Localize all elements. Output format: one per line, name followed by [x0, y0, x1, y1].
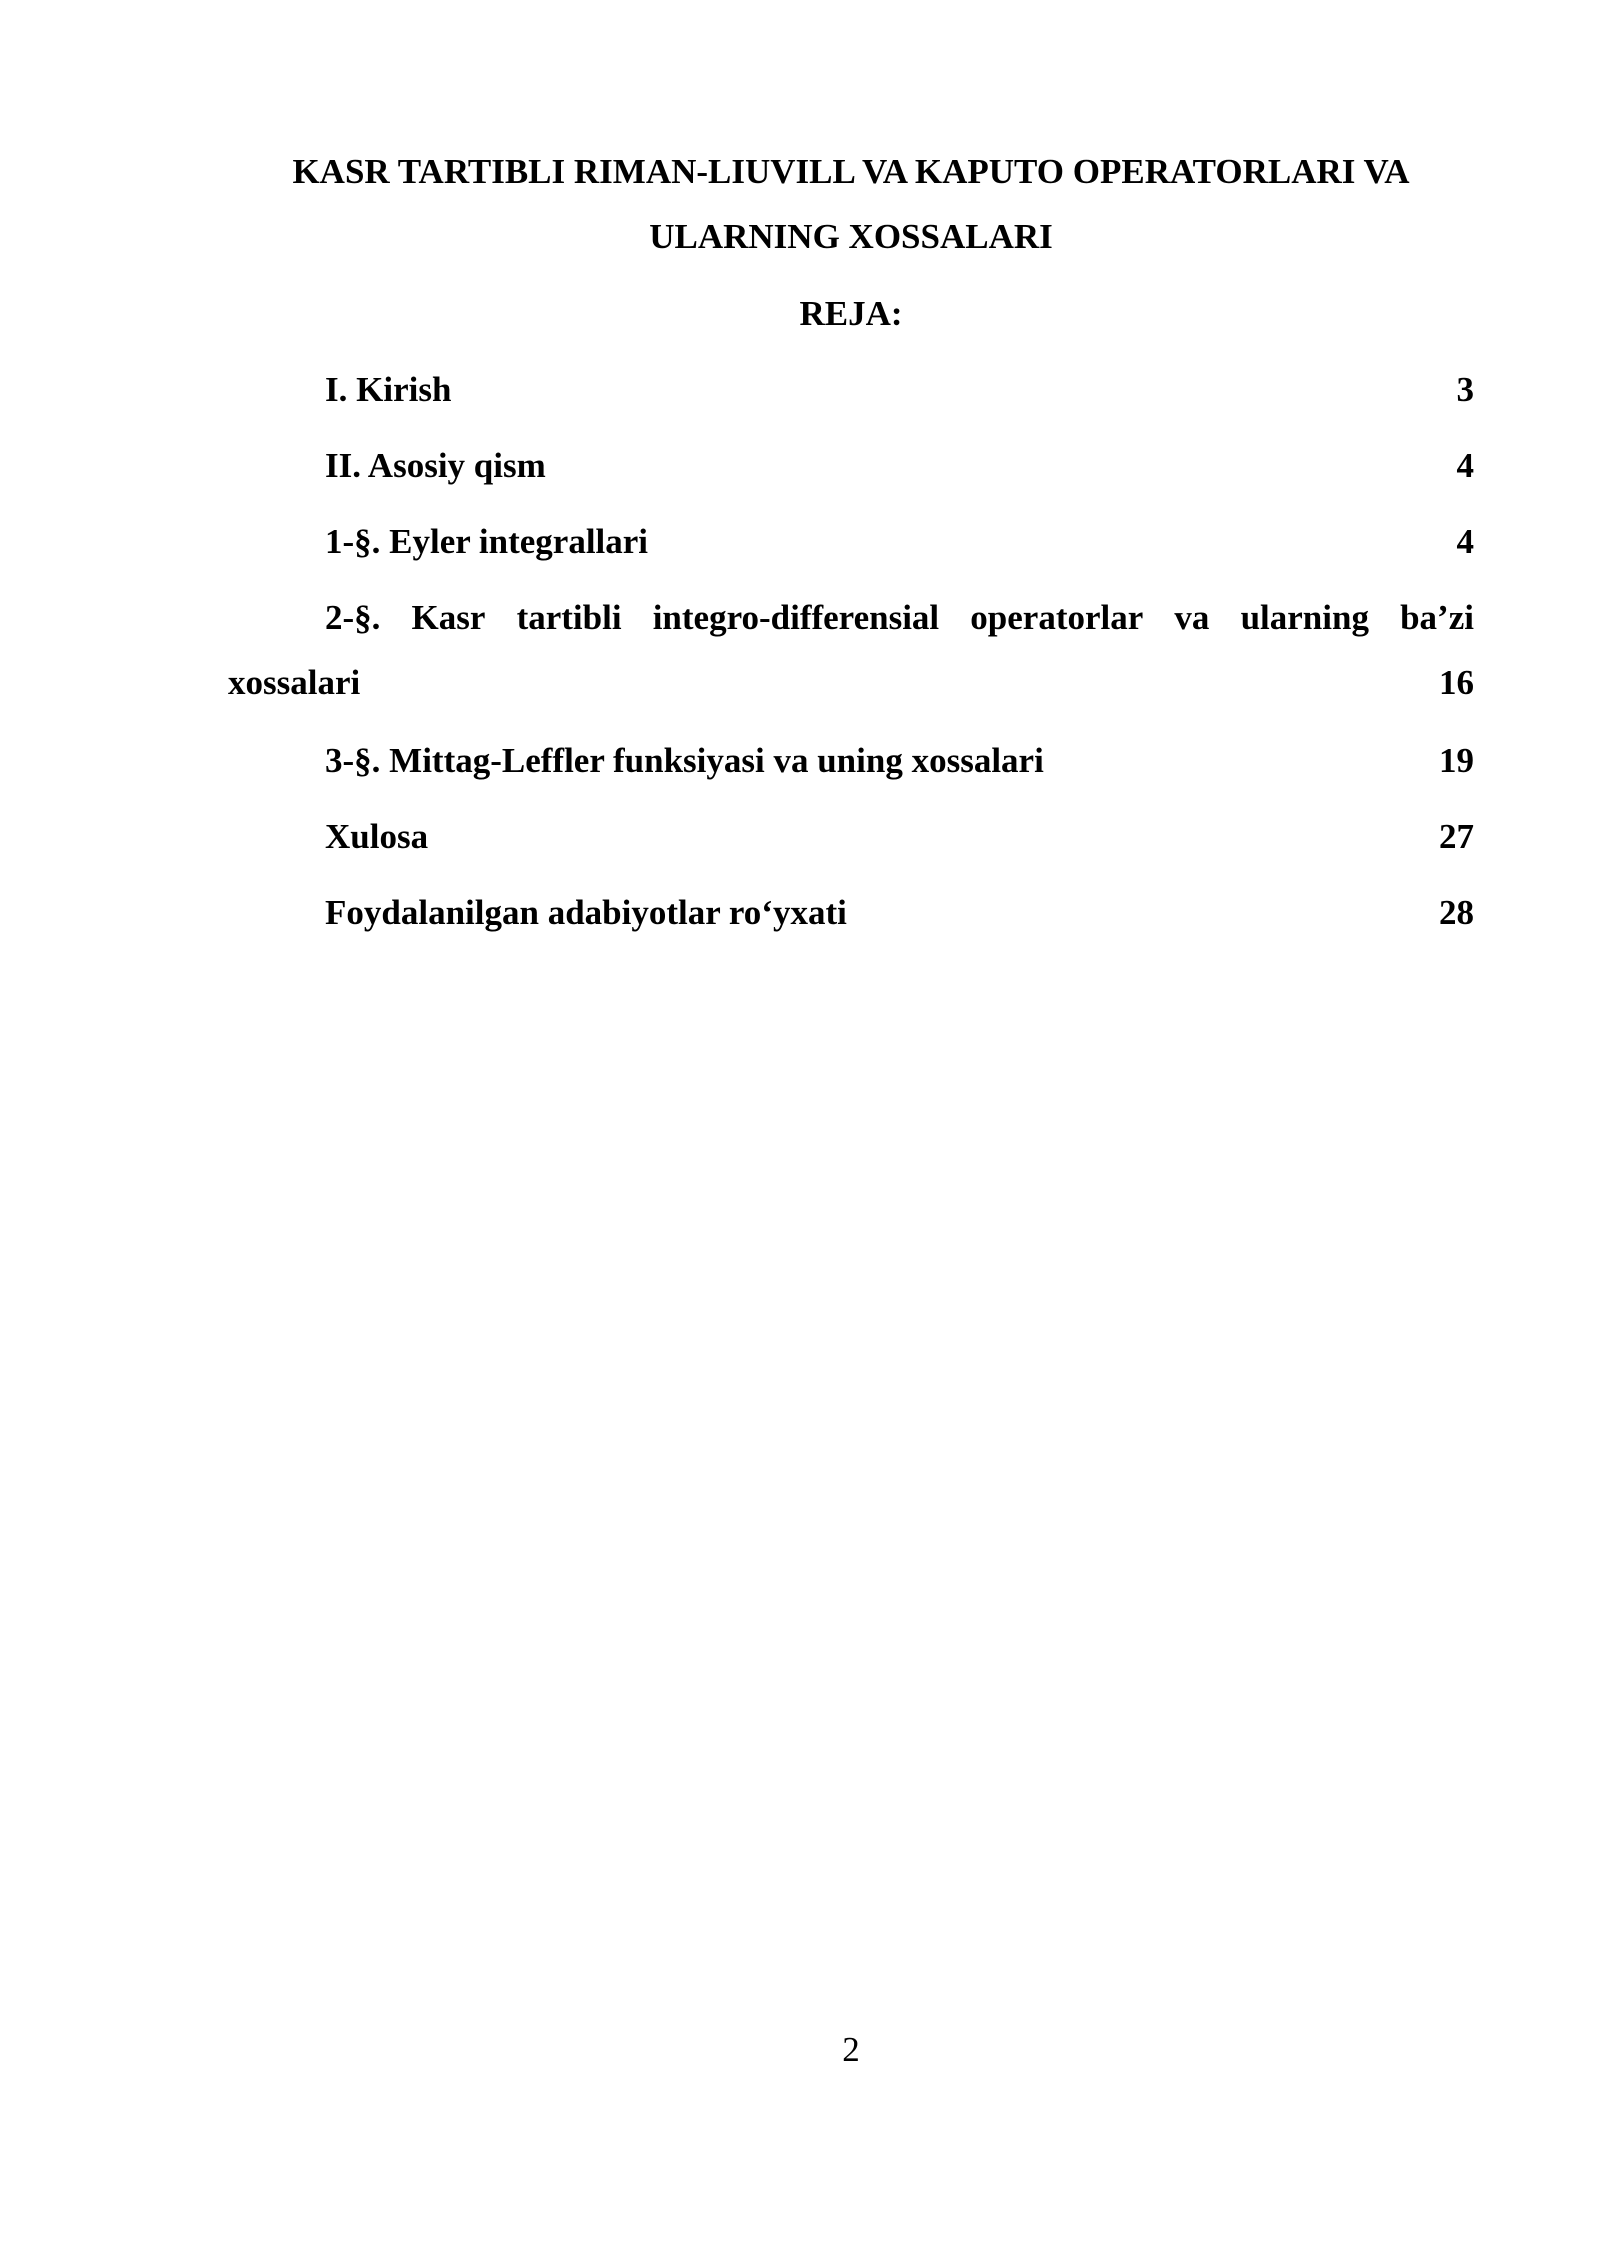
- toc-entry-euler-integrals[interactable]: [325, 522, 1474, 562]
- toc-entry-page: 16: [1439, 663, 1474, 702]
- toc-entry-word: tartibli: [516, 598, 622, 637]
- toc-entry-word: ba’zi: [1400, 598, 1474, 637]
- toc-entry-page: 28: [1439, 893, 1474, 932]
- document-title-line-2: ULARNING XOSSALARI: [649, 217, 1053, 256]
- toc-entry-page: 4: [1456, 522, 1474, 561]
- toc-entry-introduction[interactable]: [325, 370, 1474, 410]
- toc-entry-label-continuation: xossalari: [228, 663, 361, 702]
- toc-entry-references[interactable]: [325, 893, 1474, 933]
- toc-entry-page: 27: [1439, 817, 1474, 856]
- toc-entry-fractional-operators[interactable]: [325, 598, 1474, 638]
- toc-entry-label: I. Kirish: [325, 370, 452, 409]
- toc-entry-page: 19: [1439, 741, 1474, 780]
- toc-entry-mittag-leffler[interactable]: [325, 741, 1474, 781]
- toc-entry-label: Foydalanilgan adabiyotlar ro‘yxati: [325, 893, 847, 932]
- toc-entry-conclusion[interactable]: [325, 817, 1474, 857]
- toc-entry-word: operatorlar: [970, 598, 1144, 637]
- toc-entry-word: va: [1174, 598, 1210, 637]
- toc-entry-word: Kasr: [411, 598, 486, 637]
- toc-entry-word: integro-differensial: [652, 598, 940, 637]
- toc-entry-word: ularning: [1240, 598, 1369, 637]
- toc-entry-page: 4: [1456, 446, 1474, 485]
- toc-entry-main-part[interactable]: [325, 446, 1474, 486]
- toc-entry-label: 3-§. Mittag-Leffler funksiyasi va uning xossalari: [325, 741, 1044, 780]
- toc-entry-label: 1-§. Eyler integrallari: [325, 522, 649, 561]
- toc-entry-page: 3: [1456, 370, 1474, 409]
- document-title-line-1: KASR TARTIBLI RIMAN-LIUVILL VA KAPUTO OPERATORLARI VA: [292, 152, 1410, 191]
- toc-entry-label: Xulosa: [325, 817, 429, 856]
- toc-entry-fractional-operators-continuation[interactable]: [228, 663, 1474, 703]
- toc-entry-label: II. Asosiy qism: [325, 446, 546, 485]
- plan-heading: REJA:: [799, 294, 903, 333]
- page-number: 2: [842, 2030, 860, 2069]
- toc-entry-word: 2-§.: [325, 598, 381, 637]
